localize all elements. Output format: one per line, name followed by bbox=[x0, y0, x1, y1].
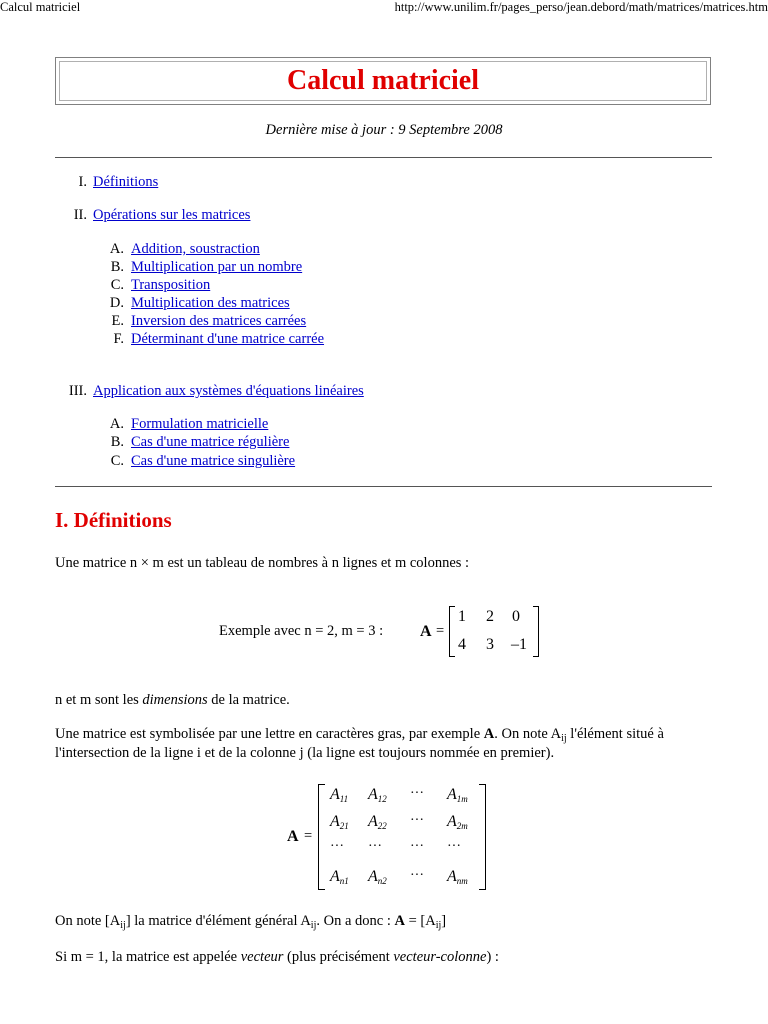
title-box bbox=[55, 57, 711, 105]
general-matrix-cell: $A_{21}$ bbox=[330, 813, 349, 831]
toc-num-iii-b: B. bbox=[110, 434, 124, 450]
matrix-symbol: A bbox=[420, 623, 432, 640]
general-matrix-cell: $A_{n1}$ bbox=[330, 868, 349, 886]
toc-link-application[interactable]: Application aux systèmes d'équations linéaires bbox=[93, 383, 364, 399]
matrix-cell: 4 bbox=[458, 636, 466, 653]
toc-link-reguliere[interactable]: Cas d'une matrice régulière bbox=[131, 434, 290, 450]
page-title: Calcul matriciel bbox=[286, 65, 480, 96]
toc-link-addition[interactable]: Addition, soustraction bbox=[131, 241, 260, 257]
general-matrix-cell: $A_{11}$ bbox=[330, 786, 349, 804]
toc-num-ii-f: F. bbox=[113, 331, 124, 347]
toc-num-ii-d: D. bbox=[109, 295, 124, 311]
toc-num-ii-e: E. bbox=[111, 313, 124, 329]
toc-link-multiplication-nombre[interactable]: Multiplication par un nombre bbox=[131, 259, 303, 275]
general-matrix-cell: ··· bbox=[368, 839, 382, 854]
toc-link-operations[interactable]: Opérations sur les matrices bbox=[93, 207, 251, 223]
general-matrix-cell: $A_{12}$ bbox=[368, 786, 387, 804]
general-matrix-cell: $A_{1m}$ bbox=[447, 786, 468, 804]
general-matrix-cell: ··· bbox=[330, 839, 344, 854]
example-label: Exemple avec n = 2, m = 3 : bbox=[219, 623, 384, 639]
equals-sign: = bbox=[436, 623, 445, 639]
toc-num-iii-c: C. bbox=[110, 453, 124, 469]
general-matrix-cell: $A_{2m}$ bbox=[447, 813, 468, 831]
print-header-title: Calcul matriciel bbox=[0, 0, 81, 14]
general-matrix-cell: ··· bbox=[410, 786, 424, 801]
matrix-cell: –1 bbox=[511, 636, 527, 653]
general-matrix-bracket-right bbox=[479, 784, 486, 890]
toc-num-iii-a: A. bbox=[109, 416, 124, 432]
toc-link-formulation[interactable]: Formulation matricielle bbox=[131, 416, 269, 432]
general-matrix-bracket-left bbox=[318, 784, 325, 890]
paragraph-notation-line2: l'intersection de la ligne i et de la colonne j (la ligne est toujours nommée en premier). bbox=[55, 745, 555, 761]
update-date: Dernière mise à jour : 9 Septembre 2008 bbox=[265, 122, 503, 138]
matrix-cell: 2 bbox=[486, 608, 494, 625]
toc-num-ii-b: B. bbox=[110, 259, 124, 275]
toc-num-ii-c: C. bbox=[110, 277, 124, 293]
general-matrix-cell: ··· bbox=[410, 868, 424, 883]
section-heading-definitions: I. Définitions bbox=[55, 508, 172, 532]
general-equals-sign: = bbox=[304, 828, 313, 844]
divider-toc bbox=[55, 486, 712, 487]
matrix-bracket-right bbox=[533, 606, 539, 657]
paragraph-matrix-definition: Une matrice n × m est un tableau de nombres à n lignes et m colonnes : bbox=[55, 555, 470, 571]
toc-num-ii: II. bbox=[73, 207, 87, 223]
divider-top bbox=[55, 157, 712, 158]
general-matrix-cell: $A_{22}$ bbox=[368, 813, 387, 831]
matrix-cell: 1 bbox=[458, 608, 466, 625]
toc-num-iii: III. bbox=[68, 383, 87, 399]
toc-link-inversion[interactable]: Inversion des matrices carrées bbox=[131, 313, 307, 329]
paragraph-dimensions: n et m sont les dimensions de la matrice. bbox=[55, 692, 290, 708]
toc-link-transposition[interactable]: Transposition bbox=[131, 277, 211, 293]
general-matrix-cell: ··· bbox=[447, 839, 461, 854]
paragraph-vector: Si m = 1, la matrice est appelée vecteur (plus précisément vecteur-colonne) : bbox=[55, 949, 499, 965]
general-matrix-cell: ··· bbox=[410, 839, 424, 854]
toc-link-multiplication-matrices[interactable]: Multiplication des matrices bbox=[131, 295, 290, 311]
toc-link-determinant[interactable]: Déterminant d'une matrice carrée bbox=[131, 331, 325, 347]
print-header-url: http://www.unilim.fr/pages_perso/jean.debord/math/matrices/matrices.htm bbox=[394, 0, 768, 14]
toc-link-singuliere[interactable]: Cas d'une matrice singulière bbox=[131, 453, 296, 469]
general-matrix-cell: ··· bbox=[410, 813, 424, 828]
general-matrix-cell: $A_{n2}$ bbox=[368, 868, 387, 886]
paragraph-notation-line1: Une matrice est symbolisée par une lettre en caractères gras, par exemple A. On note $A_{ij}$ l'élément situé à bbox=[55, 726, 664, 744]
toc-link-definitions[interactable]: Définitions bbox=[93, 174, 159, 190]
paragraph-general-element: On note $[A_{ij}]$ la matrice d'élément général $A_{ij}$. On a donc : $A = [A_{ij}]$ bbox=[55, 913, 447, 931]
toc-num-i: I. bbox=[78, 174, 87, 190]
matrix-cell: 0 bbox=[512, 608, 520, 625]
general-matrix-cell: $A_{nm}$ bbox=[447, 868, 468, 886]
general-matrix-symbol: A bbox=[287, 828, 299, 845]
matrix-cell: 3 bbox=[486, 636, 494, 653]
toc-num-ii-a: A. bbox=[109, 241, 124, 257]
